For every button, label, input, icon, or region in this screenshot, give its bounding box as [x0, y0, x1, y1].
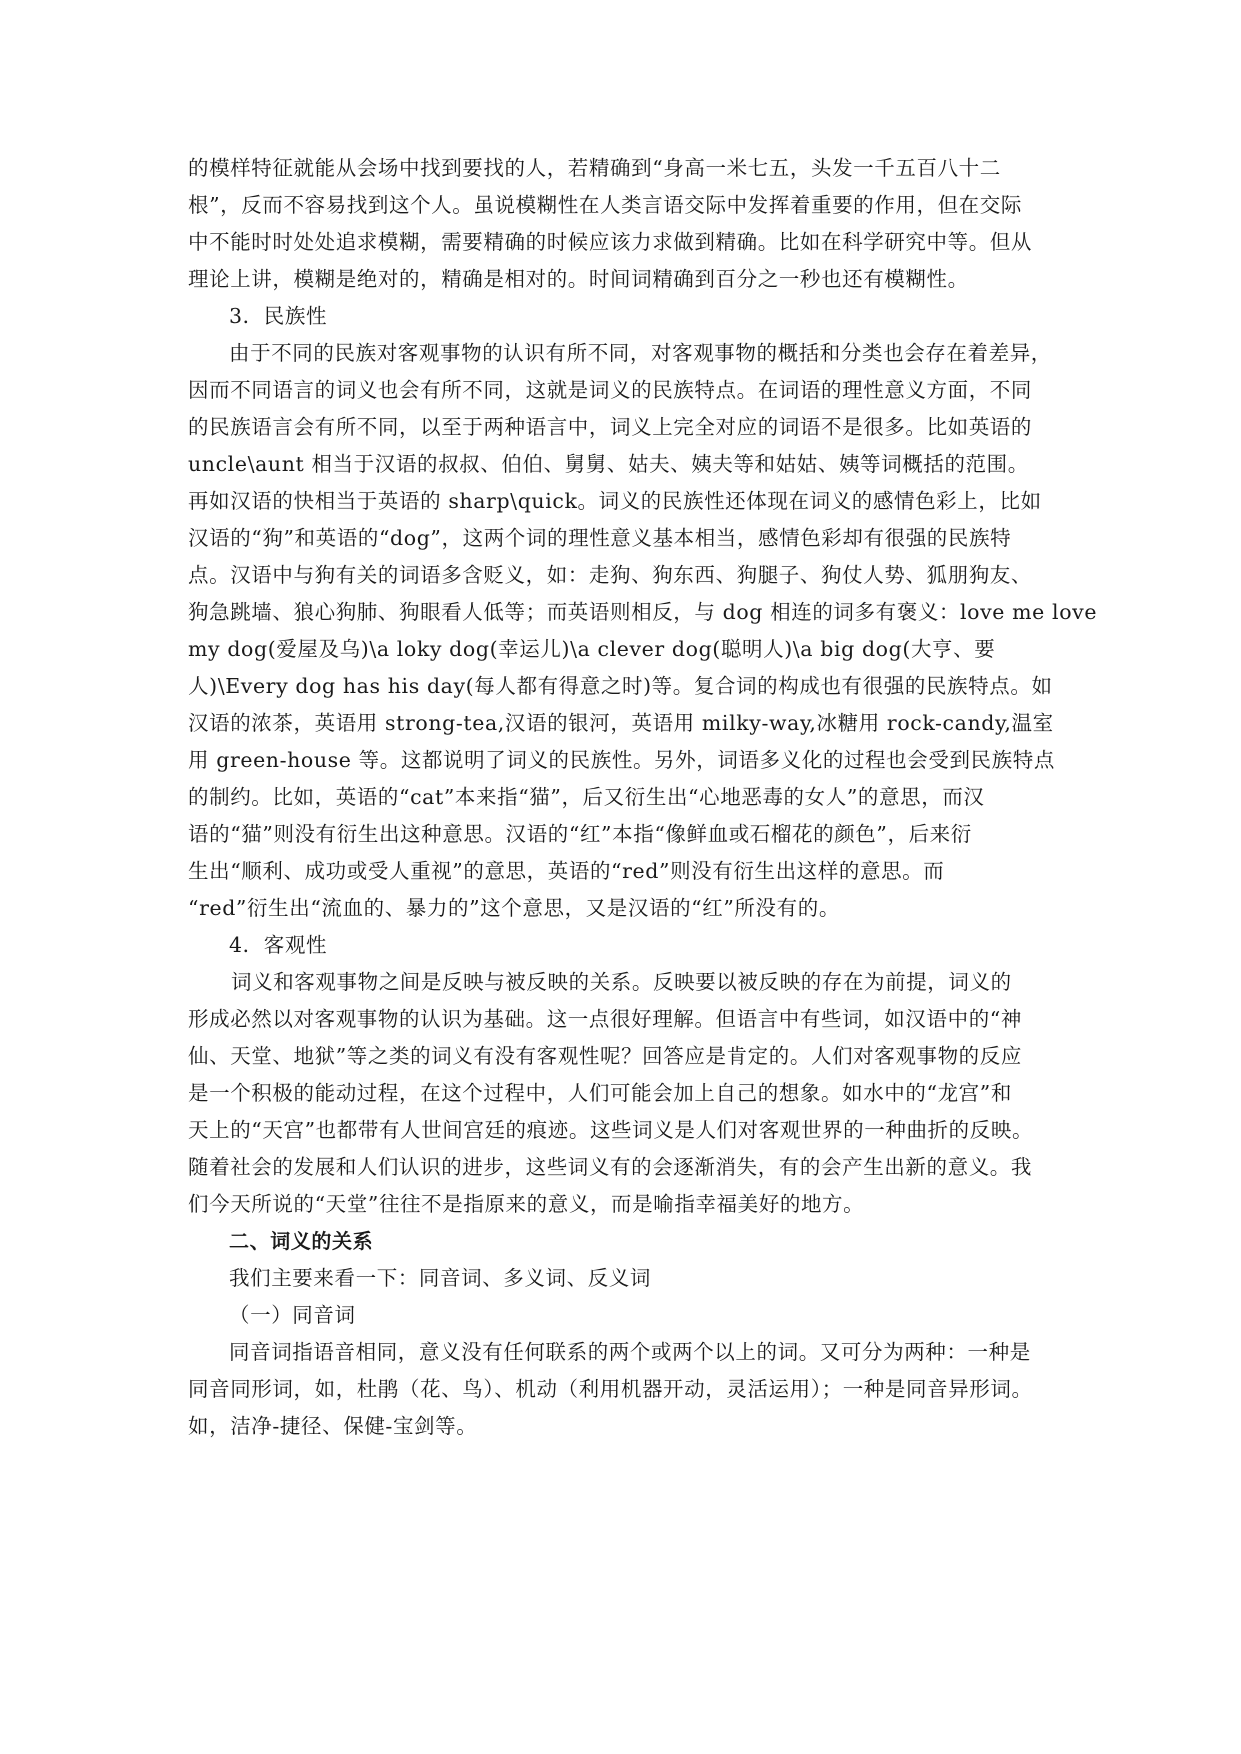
- paragraph-line: 汉语的浓茶，英语用 strong-tea,汉语的银河，英语用 milky-way,冰糖用 rock-candy,温室: [188, 711, 1054, 735]
- paragraph-line: 用 green-house 等。这都说明了词义的民族性。另外，词语多义化的过程也会受到民族特点: [188, 748, 1055, 772]
- paragraph-line: 汉语的“狗”和英语的“dog”，这两个词的理性意义基本相当，感情色彩却有很强的民族特: [188, 526, 1012, 550]
- paragraph-line: 同音同形词，如，杜鹃（花、鸟）、机动（利用机器开动，灵活运用）；一种是同音异形词。: [188, 1377, 1033, 1401]
- paragraph-line: 再如汉语的快相当于英语的 sharp\quick。词义的民族性还体现在词义的感情色彩上，比如: [188, 489, 1042, 513]
- paragraph-line: 中不能时时处处追求模糊，需要精确的时候应该力求做到精确。比如在科学研究中等。但从: [188, 230, 1032, 254]
- paragraph-line: 根”，反而不容易找到这个人。虽说模糊性在人类言语交际中发挥着重要的作用，但在交际: [188, 193, 1022, 217]
- paragraph-line: 是一个积极的能动过程，在这个过程中，人们可能会加上自己的想象。如水中的“龙宫”和: [188, 1081, 1012, 1105]
- paragraph-line: 狗急跳墙、狼心狗肺、狗眼看人低等；而英语则相反，与 dog 相连的词多有褒义：love me love: [188, 600, 1098, 624]
- paragraph-line: 的模样特征就能从会场中找到要找的人，若精确到“身高一米七五，头发一千五百八十二: [188, 156, 1001, 180]
- paragraph-line: 仙、天堂、地狱”等之类的词义有没有客观性呢？回答应是肯定的。人们对客观事物的反应: [188, 1044, 1022, 1068]
- paragraph-line: 我们主要来看一下：同音词、多义词、反义词: [229, 1266, 651, 1290]
- paragraph-line: 形成必然以对客观事物的认识为基础。这一点很好理解。但语言中有些词，如汉语中的“神: [188, 1007, 1022, 1031]
- paragraph-line: 词义和客观事物之间是反映与被反映的关系。反映要以被反映的存在为前提，词义的: [231, 970, 1012, 994]
- subsection-heading-homophones: （一）同音词: [229, 1303, 356, 1327]
- chapter-heading-word-meaning-relations: 二、词义的关系: [229, 1229, 374, 1253]
- paragraph-line: 随着社会的发展和人们认识的进步，这些词义有的会逐渐消失，有的会产生出新的意义。我: [188, 1155, 1032, 1179]
- paragraph-line: 同音词指语音相同，意义没有任何联系的两个或两个以上的词。又可分为两种：一种是: [229, 1340, 1031, 1364]
- paragraph-line: 因而不同语言的词义也会有所不同，这就是词义的民族特点。在词语的理性意义方面，不同: [188, 378, 1032, 402]
- paragraph-line: 天上的“天宫”也都带有人世间宫廷的痕迹。这些词义是人们对客观世界的一种曲折的反映。: [188, 1118, 1034, 1142]
- paragraph-line: uncle\aunt 相当于汉语的叔叔、伯伯、舅舅、姑夫、姨夫等和姑姑、姨等词概括的范围。: [188, 452, 1029, 476]
- document-page: [188, 150, 1098, 1445]
- paragraph-line: 由于不同的民族对客观事物的认识有所不同，对客观事物的概括和分类也会存在着差异，: [229, 341, 1052, 365]
- section-heading-objectivity: 4．客观性: [229, 933, 328, 957]
- paragraph-line: 的制约。比如，英语的“cat”本来指“猫”，后又衍生出“心地恶毒的女人”的意思，而汉: [188, 785, 985, 809]
- paragraph-line: 语的“猫”则没有衍生出这种意思。汉语的“红”本指“像鲜血或石榴花的颜色”，后来衍: [188, 822, 972, 846]
- paragraph-line: my dog(爱屋及乌)\a loky dog(幸运儿)\a clever dog(聪明人)\a big dog(大亨、要: [188, 637, 996, 661]
- paragraph-line: 理论上讲，模糊是绝对的，精确是相对的。时间词精确到百分之一秒也还有模糊性。: [188, 267, 969, 291]
- paragraph-line: 人)\Every dog has his day(每人都有得意之时)等。复合词的构成也有很强的民族特点。如: [188, 674, 1053, 698]
- paragraph-line: 们今天所说的“天堂”往往不是指原来的意义，而是喻指幸福美好的地方。: [188, 1192, 865, 1216]
- paragraph-line: 的民族语言会有所不同，以至于两种语言中，词义上完全对应的词语不是很多。比如英语的: [188, 415, 1032, 439]
- paragraph-line: 如，洁净-捷径、保健-宝剑等。: [188, 1414, 478, 1438]
- paragraph-line: 生出“顺利、成功或受人重视”的意思，英语的“red”则没有衍生出这样的意思。而: [188, 859, 945, 883]
- section-heading-ethnicity: 3．民族性: [229, 304, 328, 328]
- paragraph-line: 点。汉语中与狗有关的词语多含贬义，如：走狗、狗东西、狗腿子、狗仗人势、狐朋狗友、: [188, 563, 1032, 587]
- paragraph-line: “red”衍生出“流血的、暴力的”这个意思，又是汉语的“红”所没有的。: [188, 896, 840, 920]
